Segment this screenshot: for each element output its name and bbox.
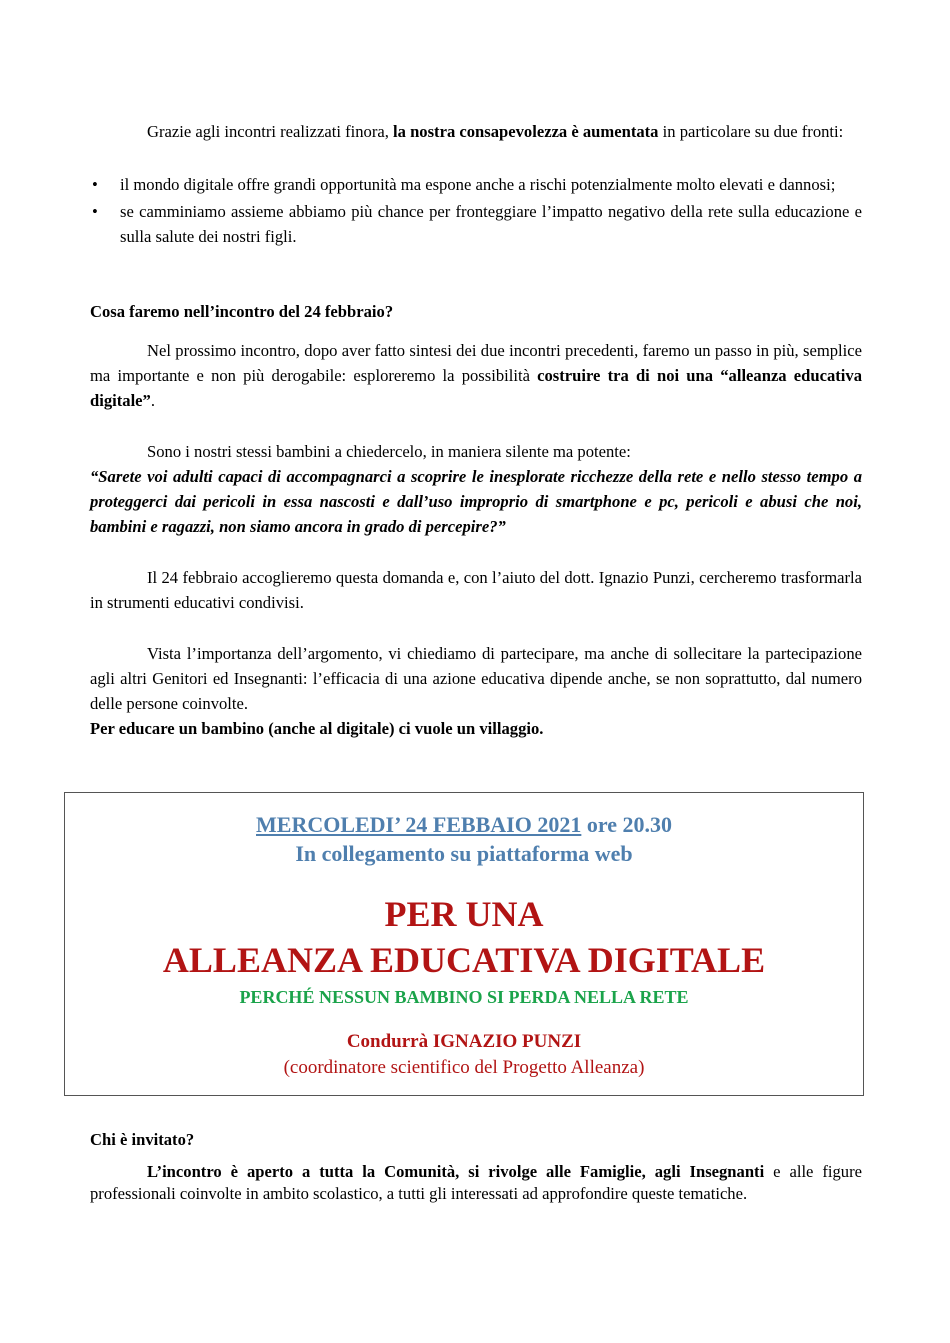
intro-text-bold: la nostra consapevolezza è aumentata <box>393 122 659 141</box>
bullet-icon: • <box>92 202 98 221</box>
bullet-item <box>90 172 862 197</box>
section1-heading: Cosa faremo nell’incontro del 24 febbraio? <box>90 302 394 321</box>
section1-p1-start: Nel prossimo incontro, dopo aver fatto sintesi dei due incontri precedenti, faremo un passo in più, semplice ma importante e non più derogabile: esploreremo la possibilità <box>90 341 862 385</box>
intro-paragraph <box>90 119 862 144</box>
intro-bullet-list <box>90 172 862 251</box>
section1-paragraph4: Vista l’importanza dell’argomento, vi chiediamo di partecipare, ma anche di sollecitare la partecipazione agli altri Genitori ed Insegnanti: l’efficacia di una azione educativa dipende anche, se non soprattutto, dal numero delle persone coinvolte. <box>90 644 862 713</box>
event-platform: In collegamento su piattaforma web <box>295 841 633 866</box>
intro-text-end: in particolare su due fronti: <box>658 122 844 141</box>
event-title-line1: PER UNA <box>384 894 544 934</box>
village-statement: Per educare un bambino (anche al digitale) ci vuole un villaggio. <box>90 719 544 738</box>
section2-p1-bold: L’incontro è aperto a tutta la Comunità, si rivolge alle Famiglie, agli Insegnanti <box>147 1162 765 1181</box>
event-date: MERCOLEDI’ 24 FEBBAIO 2021 <box>256 812 582 837</box>
section1-p1-bold: costruire tra di noi una “alleanza educativa digitale” <box>90 366 862 410</box>
section1-paragraph3: Il 24 febbraio accoglieremo questa domanda e, con l’aiuto del dott. Ignazio Punzi, cercheremo trasformarla in strumenti educativi condivisi. <box>90 568 862 612</box>
bullet-icon: • <box>92 175 98 194</box>
children-quote: “Sarete voi adulti capaci di accompagnarci a scoprire le inesplorate ricchezze della rete e nello stesso tempo a proteggerci dai pericoli in essa nascosti e dall’uso improprio di smartphone e pc, pericoli e abusi che noi, bambini e ragazzi, non siamo ancora in grado di percepire?” <box>90 467 862 536</box>
event-title-line2: ALLEANZA EDUCATIVA DIGITALE <box>162 940 766 980</box>
section1-paragraph1 <box>90 338 862 413</box>
section2-heading: Chi è invitato? <box>90 1130 195 1149</box>
section1-p1-end: . <box>150 391 155 410</box>
event-subtitle: PERCHÉ NESSUN BAMBINO SI PERDA NELLA RETE <box>239 987 689 1007</box>
section1-paragraph2: Sono i nostri stessi bambini a chiedercelo, in maniera silente ma potente: <box>147 442 631 461</box>
section2-p1-end: e alle figure professionali coinvolte in ambito scolastico, a tutti gli interessati ad approfondire queste tematiche. <box>90 1162 862 1203</box>
event-time: ore 20.30 <box>581 812 672 837</box>
bullet-text: se camminiamo assieme abbiamo più chance per fronteggiare l’impatto negativo della rete sulla educazione e sulla salute dei nostri figli. <box>120 202 862 246</box>
intro-text-start: Grazie agli incontri realizzati finora, <box>147 122 394 141</box>
event-box <box>64 792 864 1096</box>
bullet-text: il mondo digitale offre grandi opportunità ma espone anche a rischi potenzialmente molto elevati e dannosi; <box>120 175 836 194</box>
event-date-line <box>65 811 863 839</box>
event-host: Condurrà IGNAZIO PUNZI <box>346 1031 582 1052</box>
bullet-item <box>90 199 862 249</box>
event-host-role: (coordinatore scientifico del Progetto Alleanza) <box>283 1057 645 1078</box>
section2-paragraph <box>90 1161 862 1205</box>
